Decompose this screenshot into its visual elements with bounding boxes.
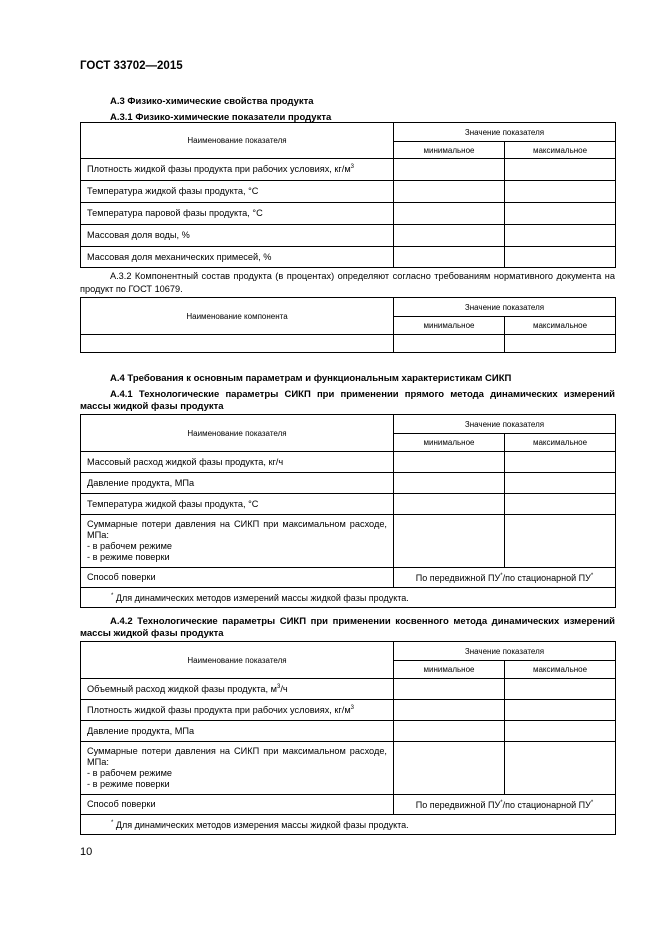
col-header-name: Наименование показателя (81, 642, 394, 679)
row-label: Массовый расход жидкой фазы продукта, кг/ч (81, 452, 394, 473)
indirect-method-table (80, 641, 616, 835)
table-row (81, 335, 616, 353)
table-row (81, 742, 616, 795)
cell-min (394, 494, 505, 515)
table-row (81, 795, 616, 815)
row-label-verification: Способ поверки (81, 795, 394, 815)
table-row (81, 679, 616, 700)
section-a4-heading: А.4 Требования к основным параметрам и функциональным характеристикам СИКП (110, 373, 512, 384)
row-label: Массовая доля воды, % (81, 225, 394, 247)
cell-max (505, 700, 616, 721)
col-header-name: Наименование показателя (81, 123, 394, 159)
col-header-min: минимальное (394, 661, 505, 679)
table-row (81, 568, 616, 588)
cell-min (394, 181, 505, 203)
col-header-value: Значение показателя (394, 123, 616, 142)
cell-max (505, 742, 616, 795)
cell-min (394, 452, 505, 473)
col-header-value: Значение показателя (394, 298, 616, 317)
cell-max (505, 721, 616, 742)
verification-method-value: По передвижной ПУ*/по стационарной ПУ* (394, 795, 616, 815)
page-header: ГОСТ 33702—2015 (80, 60, 183, 72)
table-row (81, 159, 616, 181)
col-header-max: максимальное (505, 317, 616, 335)
table-row (81, 225, 616, 247)
cell-min (394, 473, 505, 494)
a32-paragraph: А.3.2 Компонентный состав продукта (в процентах) определяют согласно требованиям нормативного документа на продукт по ГОСТ 10679. (80, 271, 615, 294)
col-header-value: Значение показателя (394, 415, 616, 434)
cell-max (505, 181, 616, 203)
footnote-row (81, 815, 616, 835)
col-header-min: минимальное (394, 142, 505, 159)
col-header-max: максимальное (505, 661, 616, 679)
cell-name (81, 335, 394, 353)
col-header-name: Наименование показателя (81, 415, 394, 452)
cell-max (505, 335, 616, 353)
cell-min (394, 700, 505, 721)
cell-min (394, 159, 505, 181)
footnote: * Для динамических методов измерения массы жидкой фазы продукта. (81, 815, 616, 835)
row-label: Плотность жидкой фазы продукта при рабочих условиях, $кг/м^3$ (81, 700, 394, 721)
section-a41-heading: А.4.1 Технологические параметры СИКП при применении прямого метода динамических измерений массы жидкой фазы продукта (80, 389, 615, 412)
cell-max (505, 247, 616, 268)
composition-table (80, 297, 616, 353)
section-a31-heading: А.3.1 Физико-химические показатели продукта (110, 112, 332, 123)
col-header-component: Наименование компонента (81, 298, 394, 335)
cell-max (505, 515, 616, 568)
cell-max (505, 473, 616, 494)
page-number: 10 (80, 846, 93, 858)
col-header-max: максимальное (505, 142, 616, 159)
row-label: Объемный расход жидкой фазы продукта, $м^3/ч$ (81, 679, 394, 700)
cell-min (394, 247, 505, 268)
row-label-pressure-loss: Суммарные потери давления на СИКП при максимальном расходе, МПа: - в рабочем режиме - в режиме поверки (81, 515, 394, 568)
cell-min (394, 721, 505, 742)
table-row (81, 700, 616, 721)
row-label-verification: Способ поверки (81, 568, 394, 588)
section-a42-heading: А.4.2 Технологические параметры СИКП при применении косвенного метода динамических измерений массы жидкой фазы продукта (80, 616, 615, 639)
cell-min (394, 335, 505, 353)
physchem-table (80, 122, 616, 268)
cell-max (505, 203, 616, 225)
cell-min (394, 515, 505, 568)
row-label: Температура жидкой фазы продукта, °С (81, 494, 394, 515)
table-row (81, 494, 616, 515)
table-row (81, 181, 616, 203)
table-row (81, 721, 616, 742)
cell-max (505, 679, 616, 700)
table-row (81, 473, 616, 494)
col-header-min: минимальное (394, 317, 505, 335)
row-label: Температура жидкой фазы продукта, °С (81, 181, 394, 203)
col-header-max: максимальное (505, 434, 616, 452)
table-row (81, 203, 616, 225)
section-a3-heading: А.3 Физико-химические свойства продукта (110, 96, 314, 107)
cell-min (394, 225, 505, 247)
table-row (81, 452, 616, 473)
footnote-row (81, 588, 616, 608)
cell-max (505, 452, 616, 473)
row-label: Давление продукта, МПа (81, 721, 394, 742)
col-header-value: Значение показателя (394, 642, 616, 661)
direct-method-table (80, 414, 616, 608)
row-label-pressure-loss: Суммарные потери давления на СИКП при максимальном расходе, МПа: - в рабочем режиме - в режиме поверки (81, 742, 394, 795)
col-header-min: минимальное (394, 434, 505, 452)
verification-method-value: По передвижной ПУ*/по стационарной ПУ* (394, 568, 616, 588)
table-row (81, 247, 616, 268)
row-label: Плотность жидкой фазы продукта при рабочих условиях, $кг/м^3$ (81, 159, 394, 181)
footnote: * Для динамических методов измерений массы жидкой фазы продукта. (81, 588, 616, 608)
row-label: Температура паровой фазы продукта, °С (81, 203, 394, 225)
cell-max (505, 494, 616, 515)
cell-min (394, 742, 505, 795)
cell-max (505, 159, 616, 181)
cell-min (394, 679, 505, 700)
row-label: Массовая доля механических примесей, % (81, 247, 394, 268)
row-label: Давление продукта, МПа (81, 473, 394, 494)
cell-max (505, 225, 616, 247)
cell-min (394, 203, 505, 225)
table-row (81, 515, 616, 568)
